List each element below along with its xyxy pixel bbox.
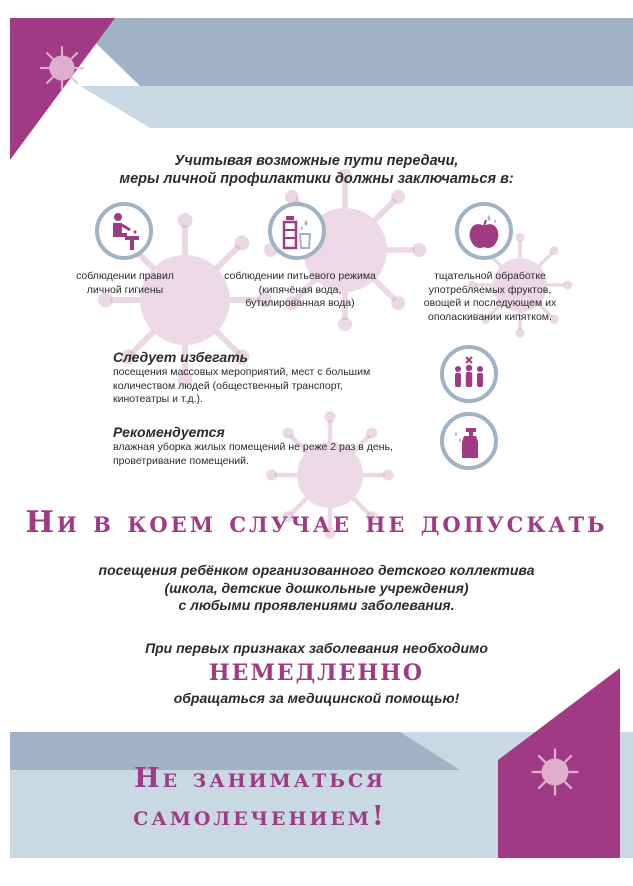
footer-line-2: самолечением!: [133, 801, 387, 832]
intro-line-1: Учитывая возможные пути передачи,: [174, 153, 459, 169]
avoid-title: Следует избегать: [113, 349, 248, 365]
avoid-text: посещения массовых мероприятий, мест с большим количеством людей (общественный транспорт, кинотеатры и т.д.).: [113, 366, 371, 405]
avoid-section: [113, 349, 433, 407]
footer-line-1: Не заниматься: [134, 763, 386, 794]
recommend-text: влажная уборка жилых помещений не реже 2 раз в день, проветривание помещений.: [113, 441, 393, 467]
recommend-section: [113, 424, 443, 468]
handwashing-icon: [95, 202, 153, 260]
intro-line-2: меры личной профилактики должны заключаться в:: [119, 171, 514, 187]
urgent-emphasis: НЕМЕДЛЕННО: [208, 660, 425, 686]
urgent-line-1: При первых признаках заболевания необходимо: [145, 640, 488, 656]
footer-text: [100, 760, 420, 836]
crowd-icon: [440, 345, 498, 403]
spray-bottle-icon: [440, 412, 498, 470]
recommend-title: Рекомендуется: [113, 424, 225, 440]
intro-heading: [60, 152, 573, 188]
urgent-line-2: обращаться за медицинской помощью!: [173, 690, 460, 706]
warning-heading: Ни в коем случае не допускать: [25, 505, 608, 540]
warning-text: посещения ребёнком организованного детского коллектива (школа, детские дошкольные учреждения) с любыми проявлениями заболевания.: [98, 562, 535, 613]
measure-caption-drinking: соблюдении питьевого режима (кипячёная вода, бутилированная вода): [224, 270, 376, 309]
water-bottle-icon: [268, 202, 326, 260]
measure-caption-hygiene: соблюдении правил личной гигиены: [76, 270, 174, 296]
measure-caption-fruits: тщательной обработке употребляемых фруктов, овощей и последующем их ополаскивании кипятком.: [423, 270, 557, 323]
apple-icon: [455, 202, 513, 260]
